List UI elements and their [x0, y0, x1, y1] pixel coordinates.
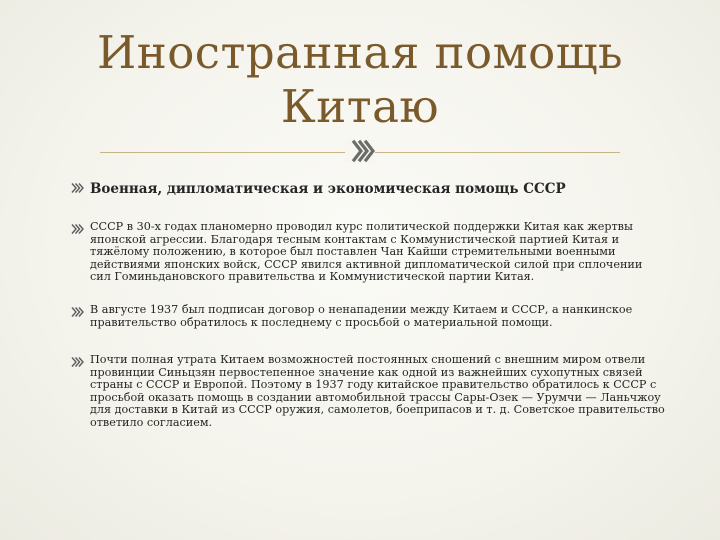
bullet-text: СССР в 30-х годах планомерно проводил курс политической поддержки Китая как жертвы японской агрессии. Благодаря тесным контактам с Коммунистической партией Китая и тяжёлому положению, в которое был поставлен Чан Кайши стремительными военными действиями японских войск, СССР явился активной дипломатической силой при сплочении сил Гоминьдановского правительства и Коммунистической партии Китая.: [90, 220, 643, 283]
bullet-chevrons-icon: [70, 306, 84, 318]
bullet-text: Почти полная утрата Китаем возможностей постоянных сношений с внешним миром отвели провинции Синьцзян первостепенное значение как одной из важнейших сухопутных связей страны с СССР и Европой. Поэтому в 1937 году китайское правительство обратилось к СССР с просьбой оказать помощь в создании автомобильной трассы Сары-Озек — Урумчи — Ланьчжоу для доставки в Китай из СССР оружия, самолетов, боеприпасов и т. д. Советское правительство ответило согласием.: [90, 353, 665, 429]
bullet-chevrons-icon: [70, 356, 84, 368]
bullet-chevrons-icon: [70, 223, 84, 235]
bullet-text: Военная, дипломатическая и экономическая помощь СССР: [90, 181, 566, 197]
bullet-chevrons-icon: [70, 182, 84, 194]
bullet-text: В августе 1937 был подписан договор о ненападении между Китаем и СССР, а нанкинское правительство обратилось к последнему с просьбой о материальной помощи.: [90, 303, 633, 329]
slide-title: Иностранная помощь Китаю: [96, 26, 624, 133]
